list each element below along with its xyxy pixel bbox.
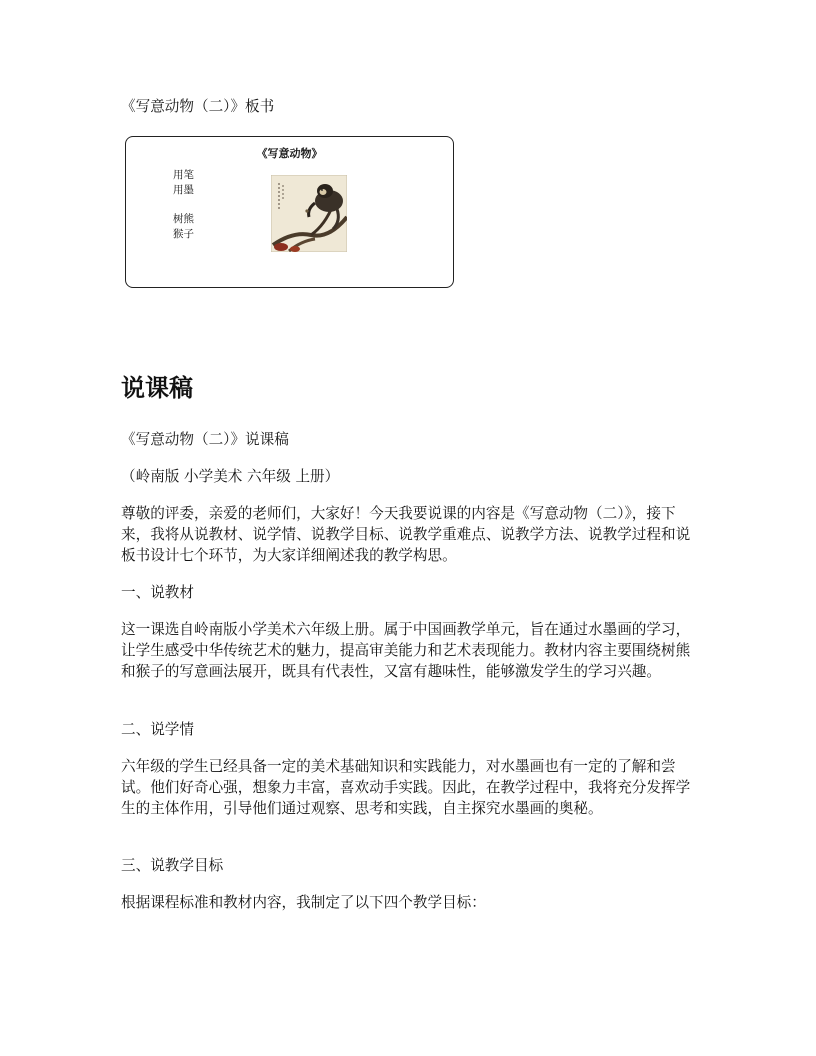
section-heading: 三、说教学目标: [121, 857, 224, 874]
board-item: 树熊: [173, 213, 194, 225]
board-keyword-list: [173, 168, 194, 242]
body-paragraph: 根据课程标准和教材内容，我制定了以下四个教学目标：: [121, 894, 486, 911]
ink-painting-image: [271, 175, 347, 252]
body-paragraph: 六年级的学生已经具备一定的美术基础知识和实践能力，对水墨画也有一定的了解和尝试。他们好奇心强，想象力丰富，喜欢动手实践。因此，在教学过程中，我将充分发挥学生的主体作用，引导他们通过观察、思考和实践，自主探究水墨画的奥秘。: [121, 758, 691, 817]
body-paragraph: 这一课选自岭南版小学美术六年级上册。属于中国画教学单元，旨在通过水墨画的学习，让学生感受中华传统艺术的魅力，提高审美能力和艺术表现能力。教材内容主要围绕树熊和猴子的写意画法展开，既具有代表性，又富有趣味性，能够激发学生的学习兴趣。: [121, 621, 691, 680]
intro-paragraph: 尊敬的评委，亲爱的老师们，大家好！今天我要说课的内容是《写意动物（二）》，接下来，我将从说教材、说学情、说教学目标、说教学重难点、说教学方法、说教学过程和说板书设计七个环节，为大家详细阐述我的教学构思。: [121, 505, 691, 564]
doc-title: 《写意动物（二）》说课稿: [121, 431, 289, 448]
board-title: 《写意动物》: [256, 147, 323, 160]
board-item: 用笔: [173, 169, 194, 181]
section-title: 说课稿: [121, 374, 193, 402]
board-heading: 《写意动物（二）》板书: [121, 98, 275, 115]
board-item: 用墨: [173, 184, 194, 196]
doc-subtitle: （岭南版 小学美术 六年级 上册）: [121, 468, 340, 485]
section-heading: 二、说学情: [121, 721, 194, 738]
section-heading: 一、说教材: [121, 584, 194, 601]
blackboard-design-box: [125, 136, 454, 288]
board-item: 猴子: [173, 228, 194, 240]
